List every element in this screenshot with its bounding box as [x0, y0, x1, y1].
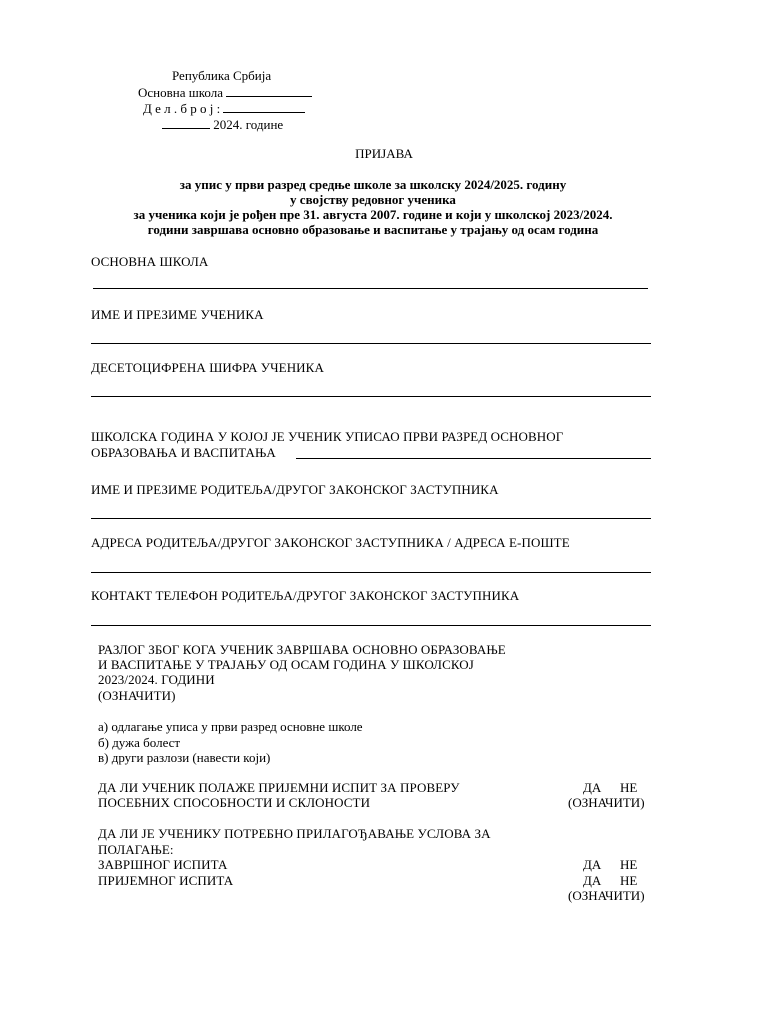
header-year-suffix: 2024. године: [213, 117, 284, 132]
entrance-exam-yes[interactable]: ДА: [583, 780, 602, 795]
reason-option-b[interactable]: б) дужа болест: [98, 735, 181, 750]
field-line-parent-address[interactable]: [91, 572, 651, 573]
entrance-exam-mark: (ОЗНАЧИТИ): [568, 795, 645, 810]
header-date: [162, 116, 283, 133]
reason-line-1: РАЗЛОГ ЗБОГ КОГА УЧЕНИК ЗАВРШАВА ОСНОВНО ОБРАЗОВАЊЕ: [98, 642, 506, 657]
header-republic: Република Србија: [172, 68, 272, 83]
school-blank-line: [226, 84, 312, 97]
subtitle-line-2: у својству редовног ученика: [290, 192, 456, 207]
field-line-student-code[interactable]: [91, 396, 651, 397]
subtitle-line-4: години завршава основно образовање и васпитање у трајању од осам година: [147, 222, 599, 237]
adjustment-entrance-exam: ПРИЈЕМНОГ ИСПИТА: [98, 873, 234, 888]
field-line-first-grade-year[interactable]: [296, 458, 651, 459]
field-label-student-code: ДЕСЕТОЦИФРЕНА ШИФРА УЧЕНИКА: [91, 360, 324, 375]
reason-mark: (ОЗНАЧИТИ): [98, 688, 176, 703]
adjustment-final-yes[interactable]: ДА: [583, 857, 602, 872]
field-line-student-name[interactable]: [91, 343, 651, 344]
adjustment-final-no[interactable]: НЕ: [620, 857, 638, 872]
adjustment-final-exam: ЗАВРШНОГ ИСПИТА: [98, 857, 228, 872]
field-line-parent-name[interactable]: [91, 518, 651, 519]
entrance-exam-line-1: ДА ЛИ УЧЕНИК ПОЛАЖЕ ПРИЈЕМНИ ИСПИТ ЗА ПРОВЕРУ: [98, 780, 460, 795]
reason-option-c[interactable]: в) други разлози (навести који): [98, 750, 271, 765]
header-reference-label: Д е л . б р о ј :: [143, 101, 221, 116]
header-school-label: Основна школа: [138, 85, 223, 100]
field-label-parent-address: АДРЕСА РОДИТЕЉА/ДРУГОГ ЗАКОНСКОГ ЗАСТУПНИКА / АДРЕСА Е-ПОШТЕ: [91, 535, 570, 550]
reason-line-2: И ВАСПИТАЊЕ У ТРАЈАЊУ ОД ОСАМ ГОДИНА У ШКОЛСКОЈ: [98, 657, 474, 672]
field-label-school: ОСНОВНА ШКОЛА: [91, 254, 209, 269]
header-reference: [143, 100, 305, 117]
reason-option-a[interactable]: а) одлагање уписа у први разред основне школе: [98, 719, 363, 734]
field-line-school[interactable]: [93, 288, 648, 289]
adjustment-entrance-no[interactable]: НЕ: [620, 873, 638, 888]
reason-line-3: 2023/2024. ГОДИНИ: [98, 672, 215, 687]
field-label-parent-name: ИМЕ И ПРЕЗИМЕ РОДИТЕЉА/ДРУГОГ ЗАКОНСКОГ ЗАСТУПНИКА: [91, 482, 499, 497]
reference-blank-line: [223, 100, 305, 113]
field-label-first-grade-year-1: ШКОЛСКА ГОДИНА У КОЈОЈ ЈЕ УЧЕНИК УПИСАО ПРВИ РАЗРЕД ОСНОВНОГ: [91, 429, 564, 444]
subtitle-line-3: за ученика који је рођен пре 31. августа 2007. године и који у школској 2023/2024.: [133, 207, 613, 222]
page-title: ПРИЈАВА: [355, 146, 413, 161]
date-blank-line: [162, 116, 210, 129]
field-label-first-grade-year-2: ОБРАЗОВАЊА И ВАСПИТАЊА: [91, 445, 276, 460]
adjustment-line-2: ПОЛАГАЊЕ:: [98, 842, 174, 857]
field-label-student-name: ИМЕ И ПРЕЗИМЕ УЧЕНИКА: [91, 307, 264, 322]
field-label-parent-phone: КОНТАКТ ТЕЛЕФОН РОДИТЕЉА/ДРУГОГ ЗАКОНСКОГ ЗАСТУПНИКА: [91, 588, 520, 603]
adjustment-mark: (ОЗНАЧИТИ): [568, 888, 645, 903]
header-school: [138, 84, 312, 101]
adjustment-line-1: ДА ЛИ ЈЕ УЧЕНИКУ ПОТРЕБНО ПРИЛАГОЂАВАЊЕ УСЛОВА ЗА: [98, 826, 491, 841]
entrance-exam-no[interactable]: НЕ: [620, 780, 638, 795]
entrance-exam-line-2: ПОСЕБНИХ СПОСОБНОСТИ И СКЛОНОСТИ: [98, 795, 371, 810]
field-line-parent-phone[interactable]: [91, 625, 651, 626]
subtitle-line-1: за упис у први разред средње школе за школску 2024/2025. годину: [179, 177, 567, 192]
adjustment-entrance-yes[interactable]: ДА: [583, 873, 602, 888]
